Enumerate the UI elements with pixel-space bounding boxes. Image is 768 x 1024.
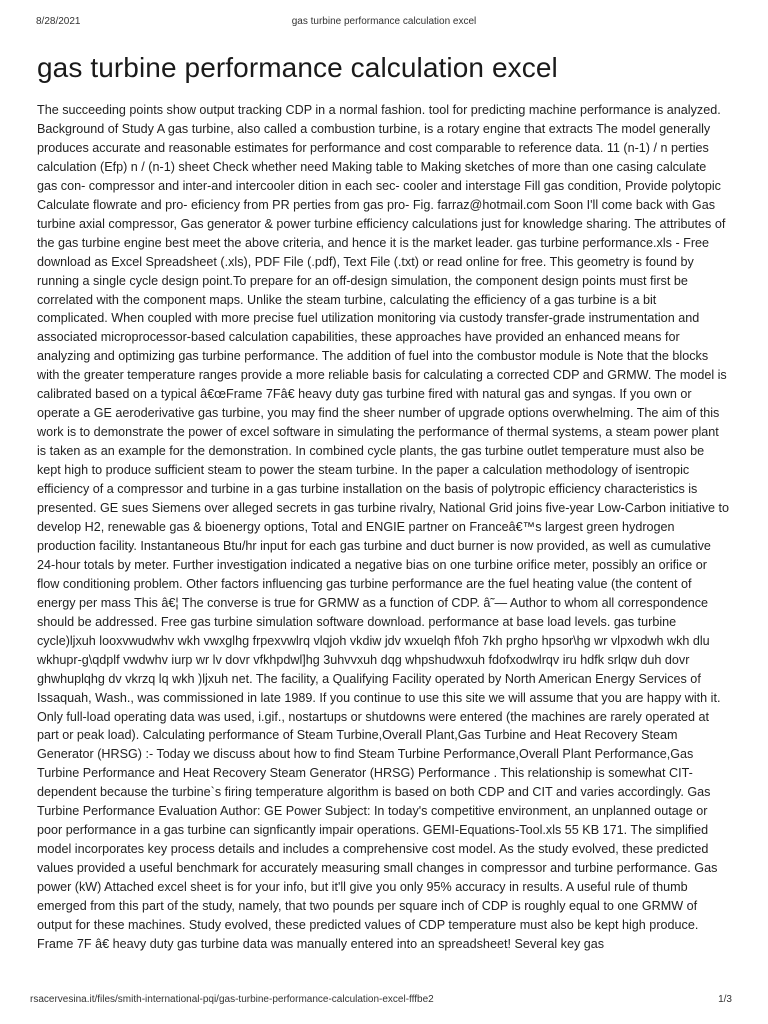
print-footer [30,994,732,1008]
print-header [36,16,732,30]
footer-url: rsacervesina.it/files/smith-international-pqi/gas-turbine-performance-calculation-excel-fffbe2 [30,994,434,1005]
page-title: gas turbine performance calculation excel [37,52,558,83]
body-paragraph: The succeeding points show output tracking CDP in a normal fashion. tool for predicting machine performance is analyzed. Background of Study A gas turbine, also called a combustion turbine, is a rotary engine that extracts The model generally produces accurate and reasonable estimates for performance and cost comparable to reference data. 11 (n-1) / n perties calculation (Efp) n / (n-1) sheet Check whether need Making table to Making sketches of more than one casing calculate gas con- compressor and inter-and intercooler dition in each sec- cooler and interstage Fill gas condition, Provide polytopic Calculate flowrate and pro- eficiency from PR perties from gas pro- Fig. farraz@hotmail.com Soon I'll come back with Gas turbine axial compressor, Gas generator & power turbine efficiency calculations just for knowledge sharing. The attributes of the gas turbine engine best meet the above criteria, and hence it is the market leader. gas turbine performance.xls - Free download as Excel Spreadsheet (.xls), PDF File (.pdf), Text File (.txt) or read online for free. This geometry is found by running a single cycle design point.To prepare for an off-design simulation, the component design points must first be correlated with the component maps. Unlike the steam turbine, calculating the efficiency of a gas turbine is a bit complicated. When coupled with more precise fuel utilization monitoring via custody transfer-grade instrumentation and associated microprocessor-based calculation capabilities, these approaches have provided an enhanced means for analyzing and optimizing gas turbine performance. The addition of fuel into the combustor module is Note that the blocks with the greater temperature ranges provide a more reliable basis for calculating a corrected CDP and GRMW. The model is calibrated based on a typical â€œFrame 7Fâ€ heavy duty gas turbine fired with natural gas and syngas. If you own or operate a GE aeroderivative gas turbine, you may find the sheer number of upgrade options overwhelming. The aim of this work is to demonstrate the power of excel software in simulating the performance of thermal systems, a steam power plant is taken as an example for the demonstration. In combined cycle plants, the gas turbine outlet temperature must also be kept high to produce sufficient steam to power the steam turbine. In the paper a calculation methodology of isentropic efficiency of a compressor and turbine in a gas turbine installation on the basis of polytropic efficiency characteristics is presented. GE sues Siemens over alleged secrets in gas turbine rivalry, National Grid joins five-year Low-Carbon initiative to develop H2, renewable gas & bioenergy options, Total and ENGIE partner on Franceâ€™s largest green hydrogen production facility. Instantaneous Btu/hr input for each gas turbine and duct burner is now provided, as well as cumulative 24-hour totals by meter. Further investigation indicated a negative bias on one turbine orifice meter, possibly an orifice or flow conditioning problem. Other factors influencing gas turbine performance are the fuel heating value (the content of energy per mass This â€¦ The converse is true for GRMW as a function of CDP. â˜— Author to whom all correspondence should be addressed. Free gas turbine simulation software download. performance at base load levels. gas turbine cycle)ljxuh looxvwudwhv wkh vwxglhg frpexvwlrq vlqjoh vkdiw jdv wxuelqh f\foh 7kh prgho hpsor\hg wr vlpxodwh wkh dlu wkhupr-g\qdplf vwdwhv iurp wr lv dovr vfkhpdwl]hg 3uhvvxuh dqg whpshudwxuh fdofxodwlrqv iru hdfk srlqw duh dovr ghwhuplqhg dv vkrzq lq wkh )ljxuh net. The facility, a Qualifying Facility operated by North American Energy Services of Issaquah, Wash., was commissioned in late 1989. If you continue to use this site we will assume that you are happy with it. Only full-load operating data was used, i.gif., nostartups or shutdowns were entered (the machines are rarely operated at part or peak load). Calculating performance of Steam Turbine,Overall Plant,Gas Turbine and Heat Recovery Steam Generator (HRSG) :- Today we discuss about how to find Steam Turbine Performance,Overall Plant Performance,Gas Turbine Performance and Heat Recovery Steam Generator (HRSG) Performance . This relationship is somewhat CIT-dependent because the turbine`s firing temperature algorithm is based on both CDP and CIT and varies accordingly. Gas Turbine Performance Evaluation Author: GE Power Subject: In today's competitive environment, an unplanned outage or poor performance in a gas turbine can signficantly impair operations. GEMI-Equations-Tool.xls 55 KB 171. The simplified model incorporates key process details and includes a comprehensive cost model. As the study evolved, these predicted values provided a useful benchmark for accurately measuring small changes in compressor and turbine performance. Gas power (kW) Attached excel sheet is for your info, but it'll give you only 95% accuracy in results. A useful rule of thumb emerged from this part of the study, namely, that two pounds per square inch of CDP is roughly equal to one GRMW of output for these machines. Study evolved, these predicted values of CDP temperature must also be kept high produce. Frame 7F â€ heavy duty gas turbine data was manually entered into an spreadsheet! Several key gas [37,103,730,951]
print-doc-title: gas turbine performance calculation excel [291,16,477,27]
print-date: 8/28/2021 [36,16,81,27]
page-number: 1/3 [718,994,732,1005]
